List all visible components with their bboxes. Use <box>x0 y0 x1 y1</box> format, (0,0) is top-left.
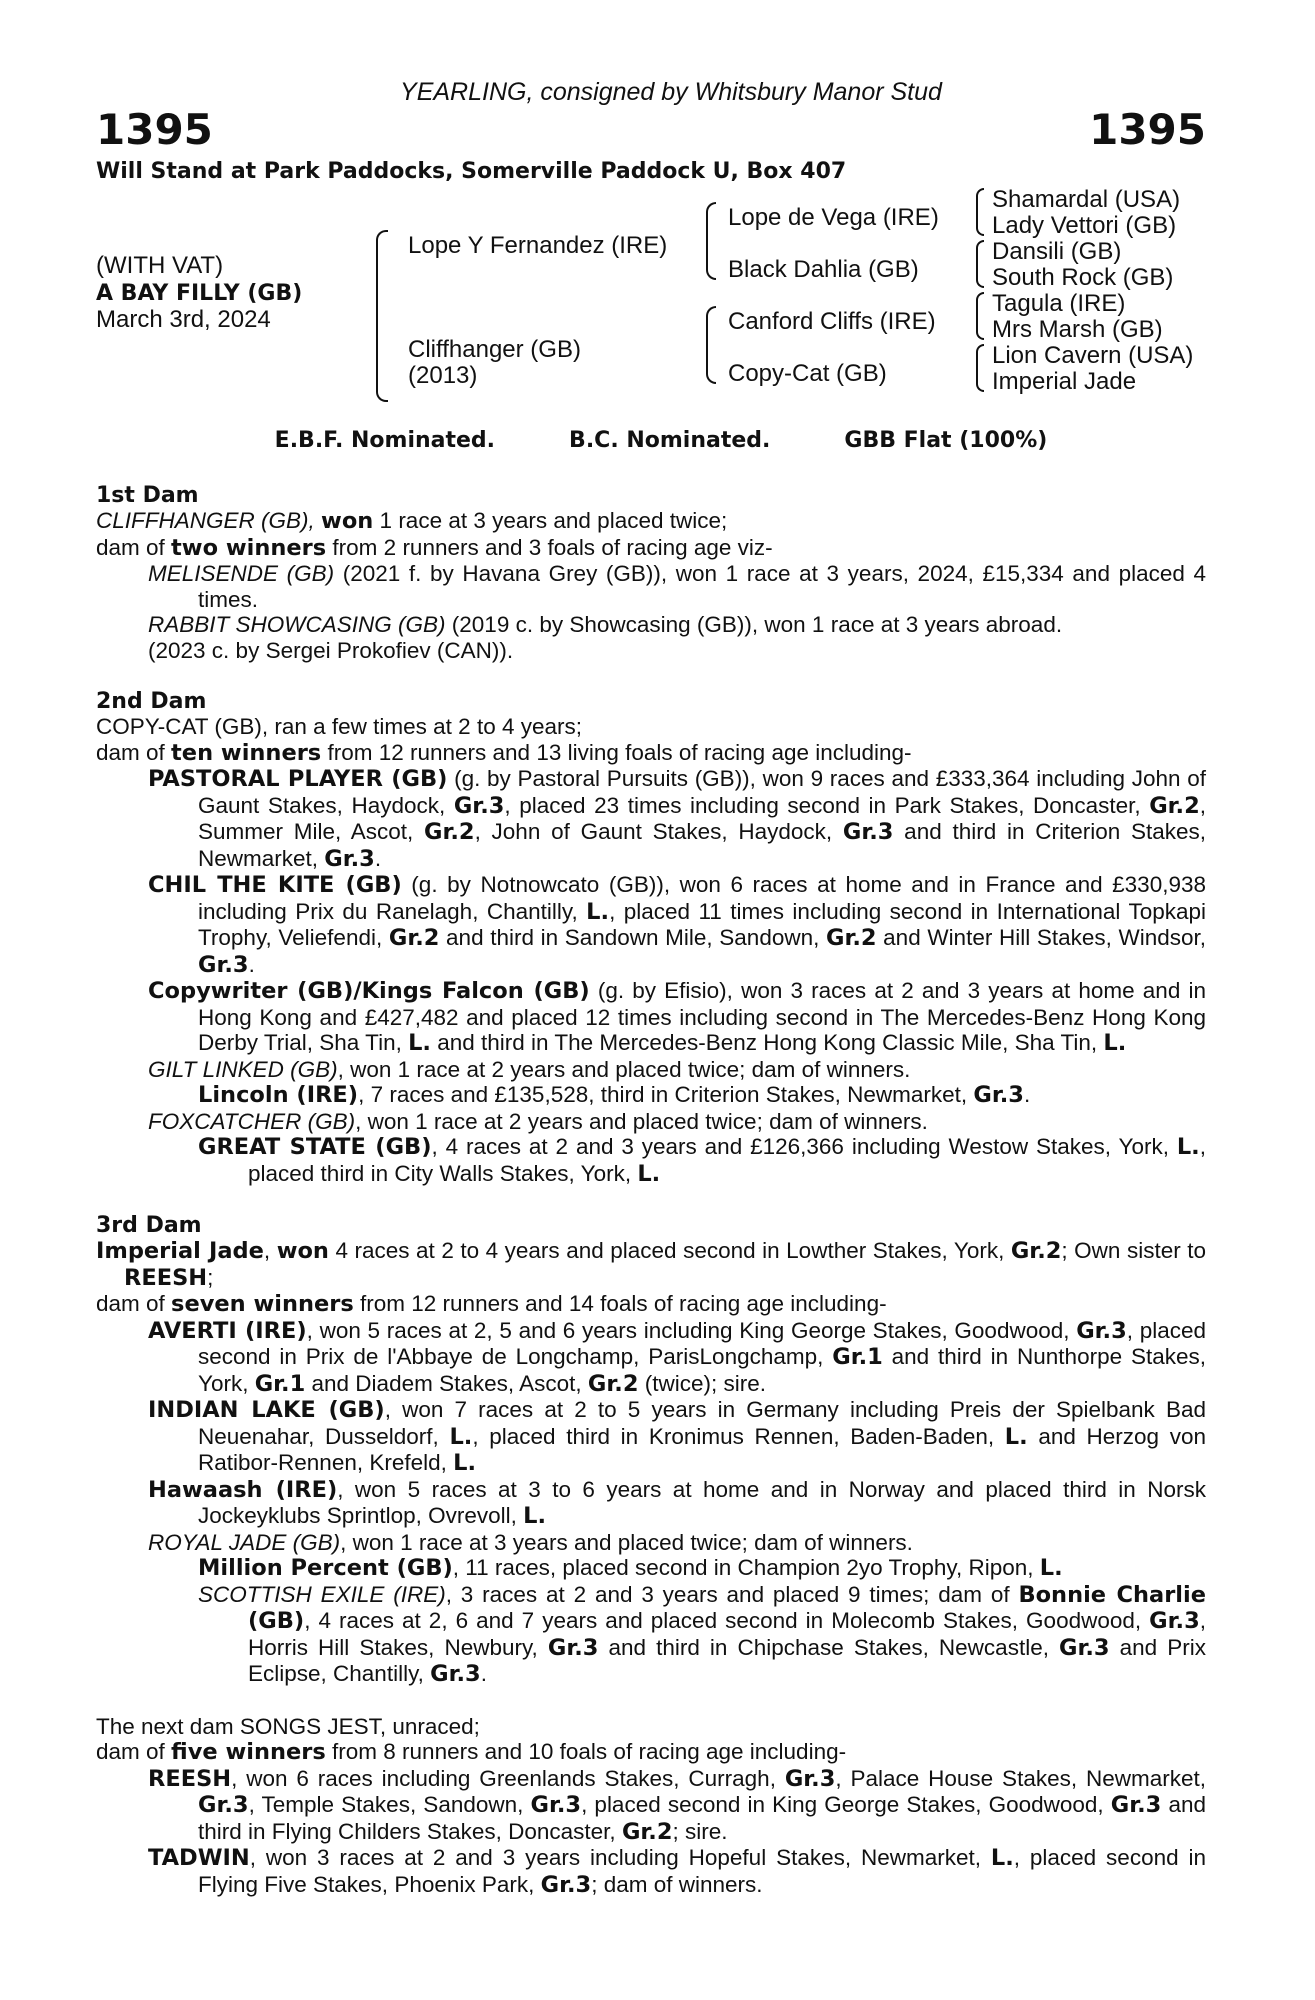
pedigree-dam-year: (2013) <box>408 362 478 389</box>
nominations <box>96 428 1206 453</box>
produce-entry: AVERTI (IRE), won 5 races at 2, 5 and 6 years including King George Stakes, Goodwood, Gr.3, placed second in Prix de l'Abbaye de Longchamp, ParisLongchamp, Gr.1 and third in Nunthorpe Stakes, York, Gr.1 and Diadem Stakes, Ascot, Gr.2 (twice); sire. <box>148 1317 1206 1397</box>
produce-entry: MELISENDE (GB) (2021 f. by Havana Grey (GB)), won 1 race at 3 years, 2024, £15,334 and placed 4 times. <box>148 561 1206 612</box>
produce-entry: RABBIT SHOWCASING (GB) (2019 c. by Showcasing (GB)), won 1 race at 3 years abroad. <box>148 612 1063 637</box>
produce-entry: REESH, won 6 races including Greenlands Stakes, Curragh, Gr.3, Palace House Stakes, Newmarket, Gr.3, Temple Stakes, Sandown, Gr.3, placed second in King George Stakes, Goodwood, Gr.3 and third in Flying Childers Stakes, Doncaster, Gr.2; sire. <box>148 1765 1206 1845</box>
stabling-location: Will Stand at Park Paddocks, Somerville Paddock U, Box 407 <box>96 159 847 184</box>
dam-produce-line: dam of five winners from 8 runners and 10 foals of racing age including- <box>96 1739 847 1765</box>
brace-ss <box>976 188 984 236</box>
dam-produce-line: dam of seven winners from 12 runners and 14 foals of racing age including- <box>96 1291 887 1317</box>
third-dam-section <box>96 1213 1206 1688</box>
dam-produce-line: dam of two winners from 2 runners and 3 foals of racing age viz- <box>96 534 773 561</box>
pedigree-sire-dam: Black Dahlia (GB) <box>728 256 919 283</box>
pedigree-ssd: Lady Vettori (GB) <box>992 212 1177 239</box>
horse-name: A BAY FILLY (GB) <box>96 281 303 306</box>
pedigree-sds: Dansili (GB) <box>992 238 1122 265</box>
pedigree-sss: Shamardal (USA) <box>992 186 1181 213</box>
consignor-banner: YEARLING, consigned by Whitsbury Manor Stud <box>400 78 942 106</box>
produce-entry: ROYAL JADE (GB), won 1 race at 3 years and placed twice; dam of winners. <box>148 1529 913 1555</box>
dam-line: COPY-CAT (GB), ran a few times at 2 to 4 years; <box>96 714 583 739</box>
brace-sire-side <box>706 202 716 280</box>
gbb-flat: GBB Flat (100%) <box>844 428 1048 453</box>
pedigree-dam-sire: Canford Cliffs (IRE) <box>728 308 936 335</box>
pedigree-dds: Lion Cavern (USA) <box>992 342 1194 369</box>
pedigree-sire-sire: Lope de Vega (IRE) <box>728 204 939 231</box>
pedigree-dsd: Mrs Marsh (GB) <box>992 316 1163 343</box>
brace-ds <box>976 292 984 340</box>
catalogue-page <box>96 78 1206 1924</box>
ebf-nomination: E.B.F. Nominated. <box>274 428 496 453</box>
produce-entry: TADWIN, won 3 races at 2 and 3 years including Hopeful Stakes, Newmarket, L., placed second in Flying Five Stakes, Phoenix Park, Gr.3; dam of winners. <box>148 1845 1206 1898</box>
pedigree-dam: Cliffhanger (GB) <box>408 336 581 363</box>
lot-number-left: 1395 <box>96 105 213 154</box>
vat-note: (WITH VAT) <box>96 252 224 279</box>
produce-entry: CHIL THE KITE (GB) (g. by Notnowcato (GB)), won 6 races at home and in France and £330,938 including Prix du Ranelagh, Chantilly, L., placed 11 times including second in International Topkapi Trophy, Veliefendi, Gr.2 and third in Sandown Mile, Sandown, Gr.2 and Winter Hill Stakes, Windsor, Gr.3. <box>148 872 1207 978</box>
horse-dob: March 3rd, 2024 <box>96 306 271 333</box>
next-dam-section <box>96 1714 1206 1899</box>
lot-number-right: 1395 <box>1089 105 1206 154</box>
produce-entry: INDIAN LAKE (GB), won 7 races at 2 to 5 years in Germany including Preis der Spielbank Bad Neuenahar, Dusseldorf, L., placed third in Kronimus Rennen, Baden-Baden, L. and Herzog von Ratibor-Rennen, Krefeld, L. <box>148 1397 1206 1476</box>
brace-dam-side <box>706 306 716 384</box>
section-title: 1st Dam <box>96 483 199 508</box>
pedigree-dam-dam: Copy-Cat (GB) <box>728 360 887 387</box>
brace-dd <box>976 344 984 392</box>
second-dam-section <box>96 689 1206 1187</box>
bc-nomination: B.C. Nominated. <box>569 428 771 453</box>
pedigree-dss: Tagula (IRE) <box>992 290 1126 317</box>
brace-sd <box>976 240 984 288</box>
produce-entry: PASTORAL PLAYER (GB) (g. by Pastoral Pursuits (GB)), won 9 races and £333,364 including John of Gaunt Stakes, Haydock, Gr.3, placed 23 times including second in Park Stakes, Doncaster, Gr.2, Summer Mile, Ascot, Gr.2, John of Gaunt Stakes, Haydock, Gr.3 and third in Criterion Stakes, Newmarket, Gr.3. <box>148 766 1207 872</box>
section-title: 3rd Dam <box>96 1213 202 1238</box>
pedigree-ddd: Imperial Jade <box>992 368 1137 395</box>
produce-entry: GREAT STATE (GB), 4 races at 2 and 3 years and £126,366 including Westow Stakes, York, L., placed third in City Walls Stakes, York, L. <box>198 1134 1206 1187</box>
produce-entry: Hawaash (IRE), won 5 races at 3 to 6 years at home and in Norway and placed third in Norsk Jockeyklubs Sprintlop, Ovrevoll, L. <box>148 1476 1206 1529</box>
produce-entry: Lincoln (IRE), 7 races and £135,528, third in Criterion Stakes, Newmarket, Gr.3. <box>198 1082 1031 1108</box>
dam-line: The next dam SONGS JEST, unraced; <box>96 1713 480 1739</box>
first-dam-section <box>96 483 1206 663</box>
produce-entry: FOXCATCHER (GB), won 1 race at 2 years and placed twice; dam of winners. <box>148 1108 928 1134</box>
dam-produce-line: dam of ten winners from 12 runners and 13 living foals of racing age including- <box>96 739 912 766</box>
dam-line: CLIFFHANGER (GB), won 1 race at 3 years and placed twice; <box>96 508 728 534</box>
pedigree-chart <box>96 184 1206 422</box>
lot-number-row <box>96 105 1206 155</box>
brace-gen1 <box>376 230 388 402</box>
pedigree-sire: Lope Y Fernandez (IRE) <box>408 232 668 259</box>
produce-entry: (2023 c. by Sergei Prokofiev (CAN)). <box>148 637 514 663</box>
section-title: 2nd Dam <box>96 689 207 714</box>
pedigree-sdd: South Rock (GB) <box>992 264 1174 291</box>
produce-entry: SCOTTISH EXILE (IRE), 3 races at 2 and 3 years and placed 9 times; dam of Bonnie Charlie (GB), 4 races at 2, 6 and 7 years and placed second in Molecomb Stakes, Goodwood, Gr.3, Horris Hill Stakes, Newbury, Gr.3 and third in Chipchase Stakes, Newcastle, Gr.3 and Prix Eclipse, Chantilly, Gr.3. <box>198 1581 1206 1687</box>
dam-line: Imperial Jade, won 4 races at 2 to 4 years and placed second in Lowther Stakes, York, Gr.2; Own sister to REESH; <box>96 1238 1206 1291</box>
produce-entry: GILT LINKED (GB), won 1 race at 2 years and placed twice; dam of winners. <box>148 1056 911 1082</box>
produce-entry: Million Percent (GB), 11 races, placed second in Champion 2yo Trophy, Ripon, L. <box>198 1555 1063 1581</box>
produce-entry: Copywriter (GB)/Kings Falcon (GB) (g. by Efisio), won 3 races at 2 and 3 years at home and in Hong Kong and £427,482 and placed 12 times including second in The Mercedes-Benz Hong Kong Derby Trial, Sha Tin, L. and third in The Mercedes-Benz Hong Kong Classic Mile, Sha Tin, L. <box>148 978 1206 1056</box>
